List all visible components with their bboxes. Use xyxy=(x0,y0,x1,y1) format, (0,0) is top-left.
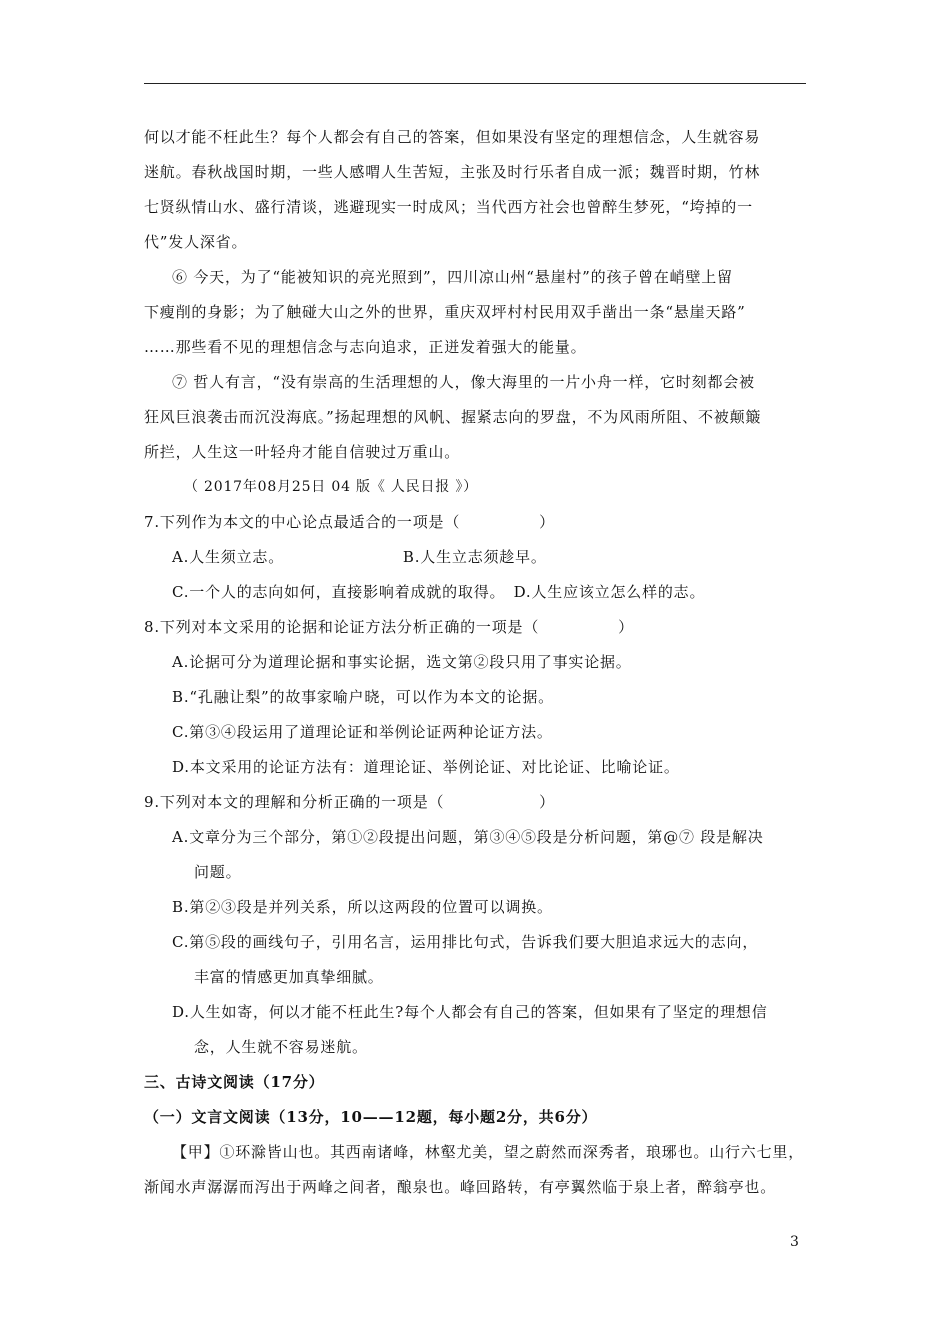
question-9-option: A.文章分为三个部分，第①②段提出问题，第③④⑤段是分析问题，第@⑦ 段是解决 xyxy=(172,828,764,846)
passage-line: ⑦ 哲人有言，“没有崇高的生活理想的人，像大海里的一片小舟一样，它时刻都会被 xyxy=(172,373,755,391)
question-9-option-cont: 问题。 xyxy=(194,863,242,881)
question-9-option-cont: 念，人生就不容易迷航。 xyxy=(194,1038,368,1056)
question-7-options-cd: C.一个人的志向如何，直接影响着成就的取得。 D.人生应该立怎么样的志。 xyxy=(172,583,706,601)
classical-text-line: 渐闻水声潺潺而泻出于两峰之间者，酿泉也。峰回路转，有亭翼然临于泉上者，醉翁亭也。 xyxy=(144,1178,777,1196)
question-7-options-ab: A.人生须立志。 B.人生立志须趁早。 xyxy=(172,548,547,566)
header-rule xyxy=(144,83,806,84)
question-9-option: D.人生如寄，何以才能不枉此生?每个人都会有自己的答案，但如果有了坚定的理想信 xyxy=(172,1003,768,1021)
classical-text-line: 【甲】①环滁皆山也。其西南诸峰，林壑尤美，望之蔚然而深秀者，琅琊也。山行六七里， xyxy=(172,1143,805,1161)
passage-line: 狂风巨浪袭击而沉没海底。”扬起理想的风帆、握紧志向的罗盘，不为风雨所阻、不被颠簸 xyxy=(144,408,762,426)
section-3-subtitle: （一）文言文阅读（13分，10——12题，每小题2分，共6分） xyxy=(144,1108,598,1126)
question-9-option: B.第②③段是并列关系，所以这两段的位置可以调换。 xyxy=(172,898,553,916)
passage-line: 何以才能不枉此生？每个人都会有自己的答案，但如果没有坚定的理想信念，人生就容易 xyxy=(144,128,761,146)
section-3-title: 三、古诗文阅读（17分） xyxy=(144,1073,325,1091)
question-8-option: D.本文采用的论证方法有：道理论证、举例论证、对比论证、比喻论证。 xyxy=(172,758,680,776)
question-9-option: C.第⑤段的画线句子，引用名言，运用排比句式，告诉我们要大胆追求远大的志向， xyxy=(172,933,759,951)
page-content xyxy=(144,120,808,1205)
passage-line: ……那些看不见的理想信念与志向追求，正迸发着强大的能量。 xyxy=(144,338,587,356)
passage-line: ⑥ 今天，为了“能被知识的亮光照到”，四川凉山州“悬崖村”的孩子曾在峭壁上留 xyxy=(172,268,733,286)
question-8-option: A.论据可分为道理论据和事实论据，选文第②段只用了事实论据。 xyxy=(172,653,632,671)
question-8-option: C.第③④段运用了道理论证和举例论证两种论证方法。 xyxy=(172,723,553,741)
question-9-option-cont: 丰富的情感更加真挚细腻。 xyxy=(194,968,384,986)
question-8-stem: 8.下列对本文采用的论据和论证方法分析正确的一项是（ ） xyxy=(144,618,634,636)
passage-line: 所拦，人生这一叶轻舟才能自信驶过万重山。 xyxy=(144,443,461,461)
passage-line: 下瘦削的身影；为了触碰大山之外的世界，重庆双坪村村民用双手凿出一条“悬崖天路” xyxy=(144,303,746,321)
page-number: 3 xyxy=(790,1234,799,1250)
passage-line: 代”发人深省。 xyxy=(144,233,248,251)
question-7-stem: 7.下列作为本文的中心论点最适合的一项是（ ） xyxy=(144,513,555,531)
passage-line: 迷航。春秋战国时期，一些人感喟人生苦短，主张及时行乐者自成一派；魏晋时期，竹林 xyxy=(144,163,761,181)
passage-line: 七贤纵情山水、盛行清谈，逃避现实一时成风；当代西方社会也曾醉生梦死，“垮掉的一 xyxy=(144,198,753,216)
question-9-stem: 9.下列对本文的理解和分析正确的一项是（ ） xyxy=(144,793,555,811)
question-8-option: B.“孔融让梨”的故事家喻户晓，可以作为本文的论据。 xyxy=(172,688,554,706)
source-citation: （ 2017年08月25日 04 版《 人民日报 》） xyxy=(184,479,478,495)
